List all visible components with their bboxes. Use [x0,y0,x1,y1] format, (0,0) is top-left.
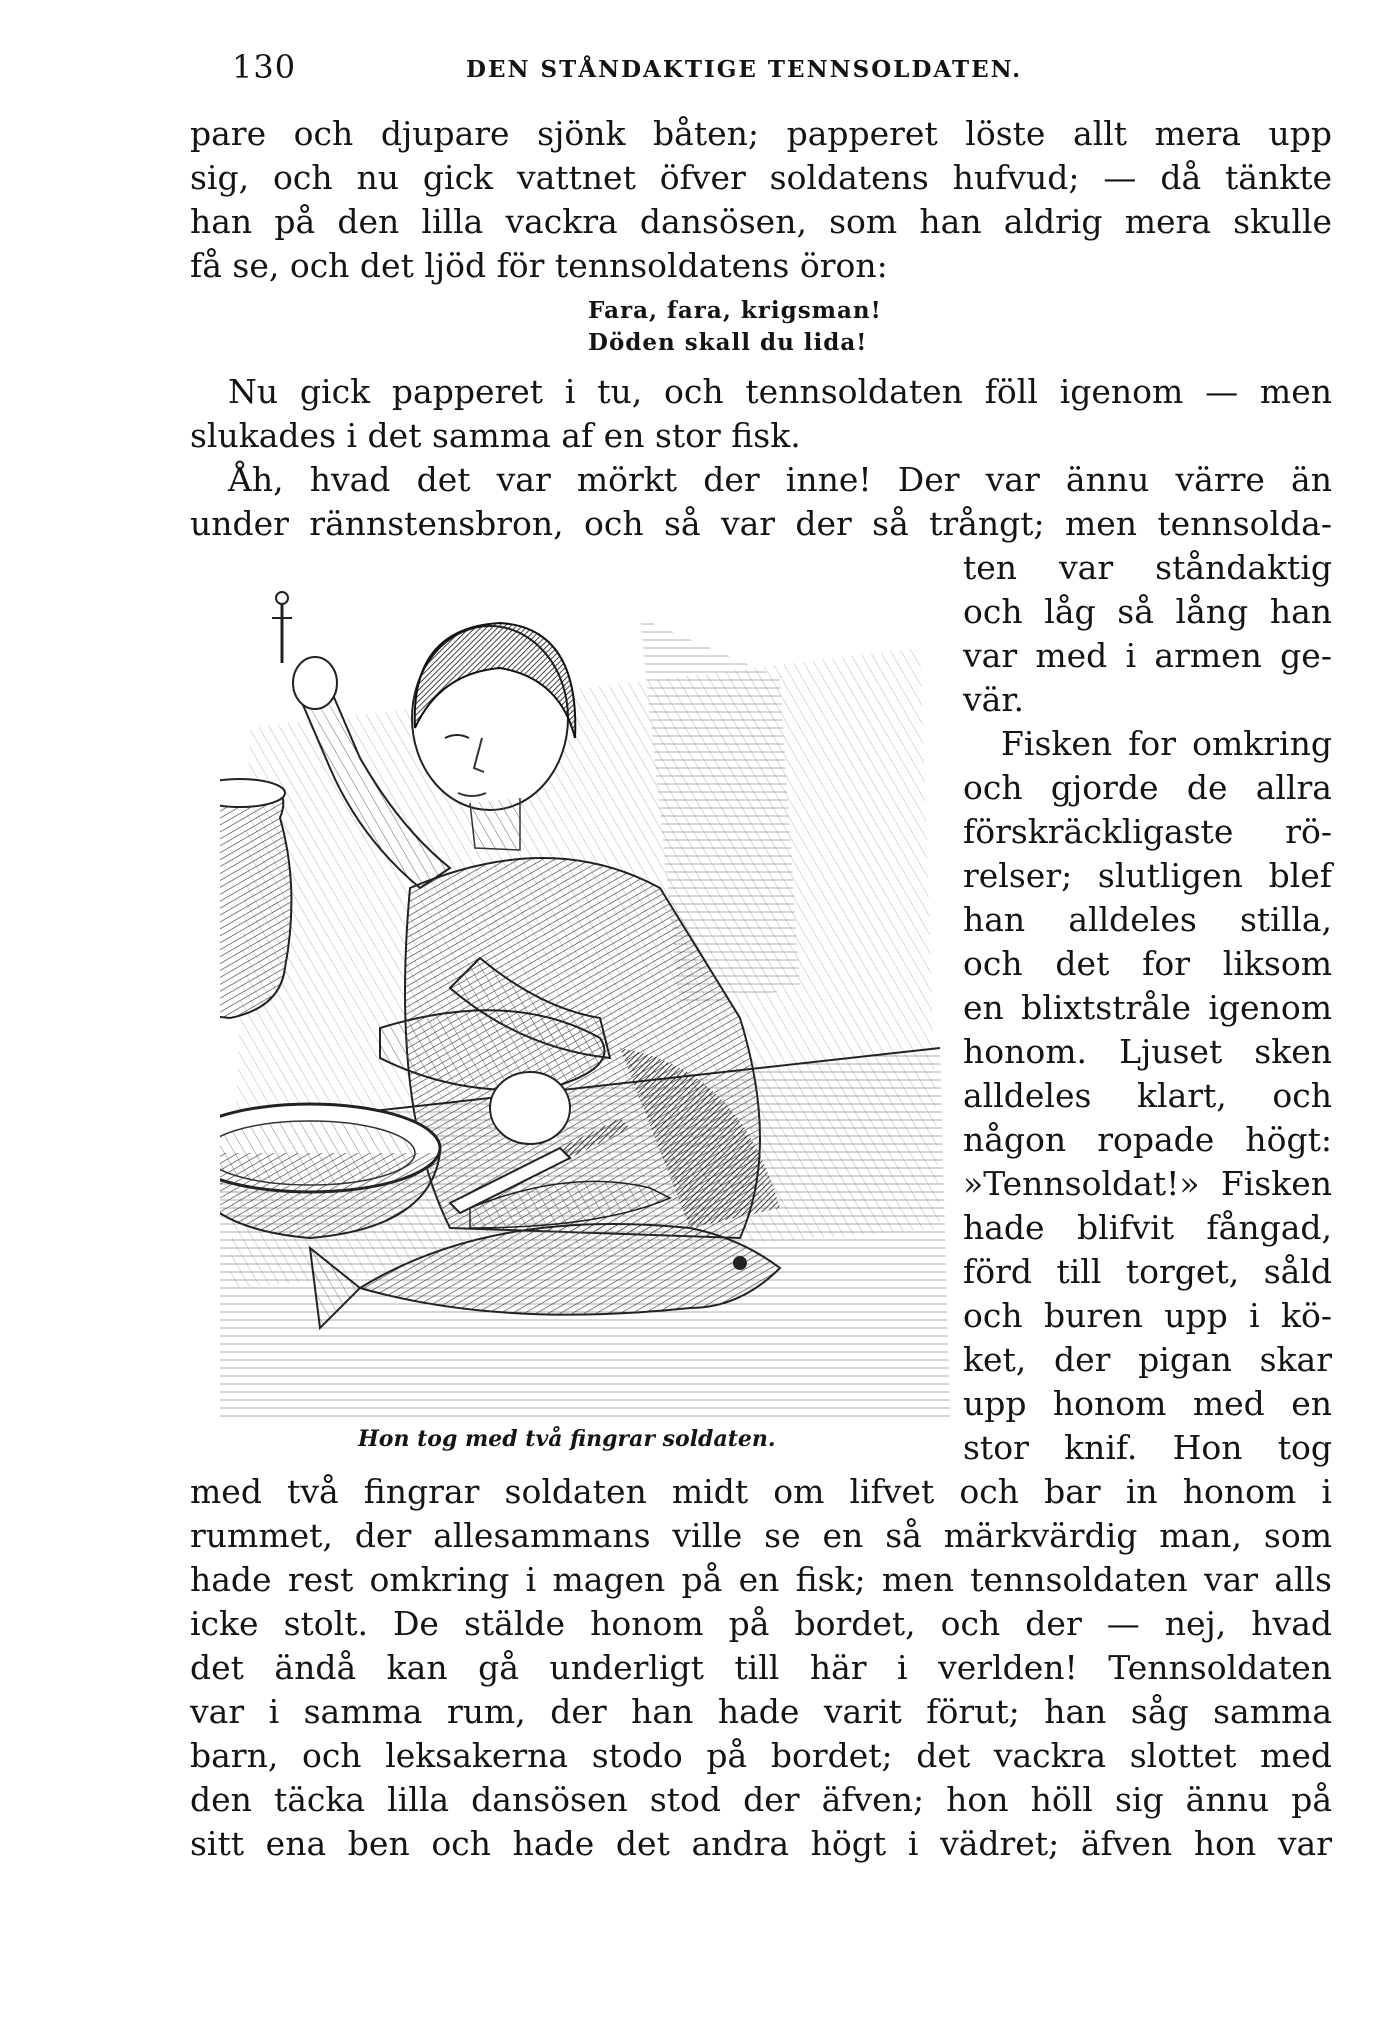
text-line: slukades i det samma af en stor fisk. [190,416,801,455]
running-title: DEN STÅNDAKTIGE TENNSOLDATEN. [466,56,1023,83]
text-line: Åh, hvad det var mörkt der inne! Der var ännu värre än [228,460,1332,499]
column-line: och gjorde de allra [963,768,1332,807]
column-line: stor knif. Hon tog [963,1428,1332,1467]
column-line: var med i armen ge- [963,636,1332,675]
engraving-illustration [220,588,950,1418]
text-line: med två fingrar soldaten midt om lifvet och bar in honom i [190,1472,1332,1511]
text-line: få se, och det ljöd för tennsoldatens öron: [190,246,888,285]
page-number: 130 [232,48,297,86]
column-line: en blixtstråle igenom [963,988,1332,1027]
column-line: relser; slutligen blef [963,856,1332,895]
text-line: den täcka lilla dansösen stod der äfven; hon höll sig ännu på [190,1780,1332,1819]
text-line: Nu gick papperet i tu, och tennsoldaten föll igenom — men [228,372,1332,411]
column-line: »Tennsoldat!» Fisken [963,1164,1332,1203]
text-line: det ändå kan gå underligt till här i verlden! Tennsoldaten [190,1648,1332,1687]
column-line: vär. [963,680,1024,719]
column-line: och låg så lång han [963,592,1332,631]
column-line: han alldeles stilla, [963,900,1332,939]
column-line: hade blifvit fångad, [963,1208,1332,1247]
verse-line: Döden skall du lida! [588,329,868,356]
column-line: någon ropade högt: [963,1120,1332,1159]
text-line: under rännstensbron, och så var der så trångt; men tennsolda- [190,504,1332,543]
text-line: sitt ena ben och hade det andra högt i vädret; äfven hon var [190,1824,1332,1863]
page-header [190,48,1330,88]
column-line: upp honom med en [963,1384,1332,1423]
text-line: var i samma rum, der han hade varit förut; han såg samma [190,1692,1332,1731]
illustration-caption: Hon tog med två fingrar soldaten. [358,1426,776,1452]
column-line: ten var ståndaktig [963,548,1332,587]
text-line: pare och djupare sjönk båten; papperet löste allt mera upp [190,114,1332,153]
text-line: rummet, der allesammans ville se en så märkvärdig man, som [190,1516,1332,1555]
text-line: barn, och leksakerna stodo på bordet; det vackra slottet med [190,1736,1332,1775]
text-line: han på den lilla vackra dansösen, som han aldrig mera skulle [190,202,1332,241]
text-line: icke stolt. De stälde honom på bordet, och der — nej, hvad [190,1604,1332,1643]
column-line: honom. Ljuset sken [963,1032,1332,1071]
text-line: hade rest omkring i magen på en fisk; men tennsoldaten var alls [190,1560,1332,1599]
column-line: Fisken for omkring [1001,724,1332,763]
column-line: förskräckligaste rö- [963,812,1332,851]
text-line: sig, och nu gick vattnet öfver soldatens hufvud; — då tänkte [190,158,1332,197]
column-line: förd till torget, såld [963,1252,1332,1291]
column-line: alldeles klart, och [963,1076,1332,1115]
column-line: ket, der pigan skar [963,1340,1332,1379]
column-line: och buren upp i kö- [963,1296,1332,1335]
verse-line: Fara, fara, krigsman! [588,297,882,324]
column-line: och det for liksom [963,944,1332,983]
